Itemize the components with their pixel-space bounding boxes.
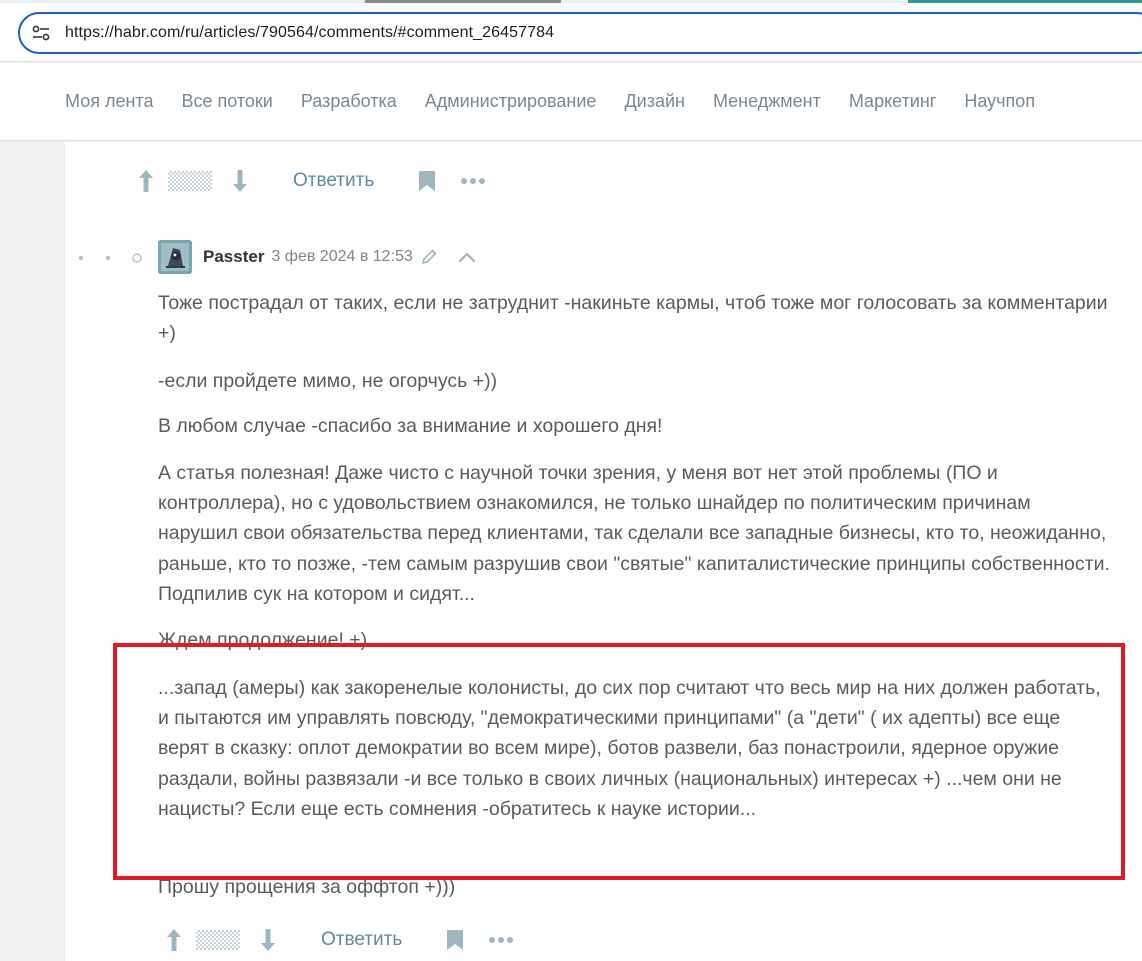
nav-item[interactable]: Дизайн (624, 91, 685, 111)
url-text[interactable]: https://habr.com/ru/articles/790564/comments/#comment_26457784 (65, 24, 555, 41)
nav-item[interactable]: Разработка (300, 91, 397, 111)
nav-item[interactable]: Маркетинг (848, 91, 937, 111)
comment-paragraph: ...запад (амеры) как закоренелые колонисты, до сих пор считают что весь мир на них должен работать, и пытаются им управлять повсюду, "демократическими принципами" (а "дети" ( их адепты) все еще верят в сказку: оплот демократии во всем мире), ботов развели, баз понастроили, ядерное оружие раздали, войны развязали -и все только в своих личных (национальных) интересах +) ...чем они не нацисты? Если еще есть сомнения -обратитесь к науке истории... (158, 677, 1101, 820)
comment-paragraph: Ждем продолжение! +) (158, 629, 368, 651)
reply-button[interactable]: Ответить (321, 929, 403, 950)
thread-level-icon[interactable] (76, 252, 146, 264)
comment-header (158, 240, 476, 274)
vote-down-icon[interactable] (231, 169, 249, 193)
avatar[interactable] (158, 240, 192, 274)
vote-up-icon[interactable] (165, 928, 183, 952)
comment-timestamp[interactable]: 3 фев 2024 в 12:53 (271, 248, 413, 265)
comment-paragraph: А статья полезная! Даже чисто с научной точки зрения, у меня вот нет этой проблемы (ПО и контроллера), но с удовольствием ознакомился, не только шнайдер по политическим причинам нарушил свои обязательства перед клиентами, так сделали все западные бизнесы, кто то, неожиданно, раньше, кто то позже, -тем самым разрушив свои "святые" капиталистические принципы собственности. Подпилив сук на котором и сидят... (158, 462, 1110, 605)
hidden-score-icon (168, 169, 212, 193)
tab-indicator[interactable] (365, 0, 561, 3)
edited-pencil-icon (420, 248, 438, 266)
more-options-icon[interactable] (488, 936, 514, 944)
nav-item[interactable]: Все потоки (181, 91, 273, 111)
chevron-up-icon[interactable] (458, 251, 476, 263)
vote-up-icon[interactable] (137, 169, 155, 193)
nav-item[interactable]: Администрирование (424, 91, 597, 111)
comment-paragraph: Тоже пострадал от таких, если не затруднит -накиньте кармы, чтоб тоже мог голосовать за комментарии +) (158, 292, 1108, 345)
reply-button[interactable]: Ответить (293, 170, 375, 191)
nav-item[interactable]: Моя лента (65, 91, 154, 111)
previous-comment-actions (137, 169, 486, 193)
site-nav (0, 63, 1142, 141)
address-bar[interactable] (18, 12, 1142, 54)
comment-paragraph: Прошу прощения за оффтоп +))) (158, 876, 456, 898)
nav-item[interactable]: Научпоп (964, 91, 1036, 111)
hidden-score-icon (196, 928, 240, 952)
username[interactable]: Passter (203, 247, 265, 266)
comment-paragraph: В любом случае -спасибо за внимание и хорошего дня! (158, 415, 663, 437)
avatar-image (158, 240, 192, 274)
comment-actions (165, 928, 514, 952)
tab-indicator-active[interactable] (908, 0, 1142, 3)
bookmark-icon[interactable] (418, 170, 436, 192)
more-options-icon[interactable] (460, 177, 486, 185)
bookmark-icon[interactable] (446, 929, 464, 951)
vote-down-icon[interactable] (259, 928, 277, 952)
comment-paragraph: -если пройдете мимо, не огорчусь +)) (158, 370, 498, 392)
nav-item[interactable]: Менеджмент (712, 91, 821, 111)
nav-list (65, 91, 1063, 112)
tune-icon[interactable] (32, 25, 50, 41)
browser-toolbar (0, 0, 1142, 62)
